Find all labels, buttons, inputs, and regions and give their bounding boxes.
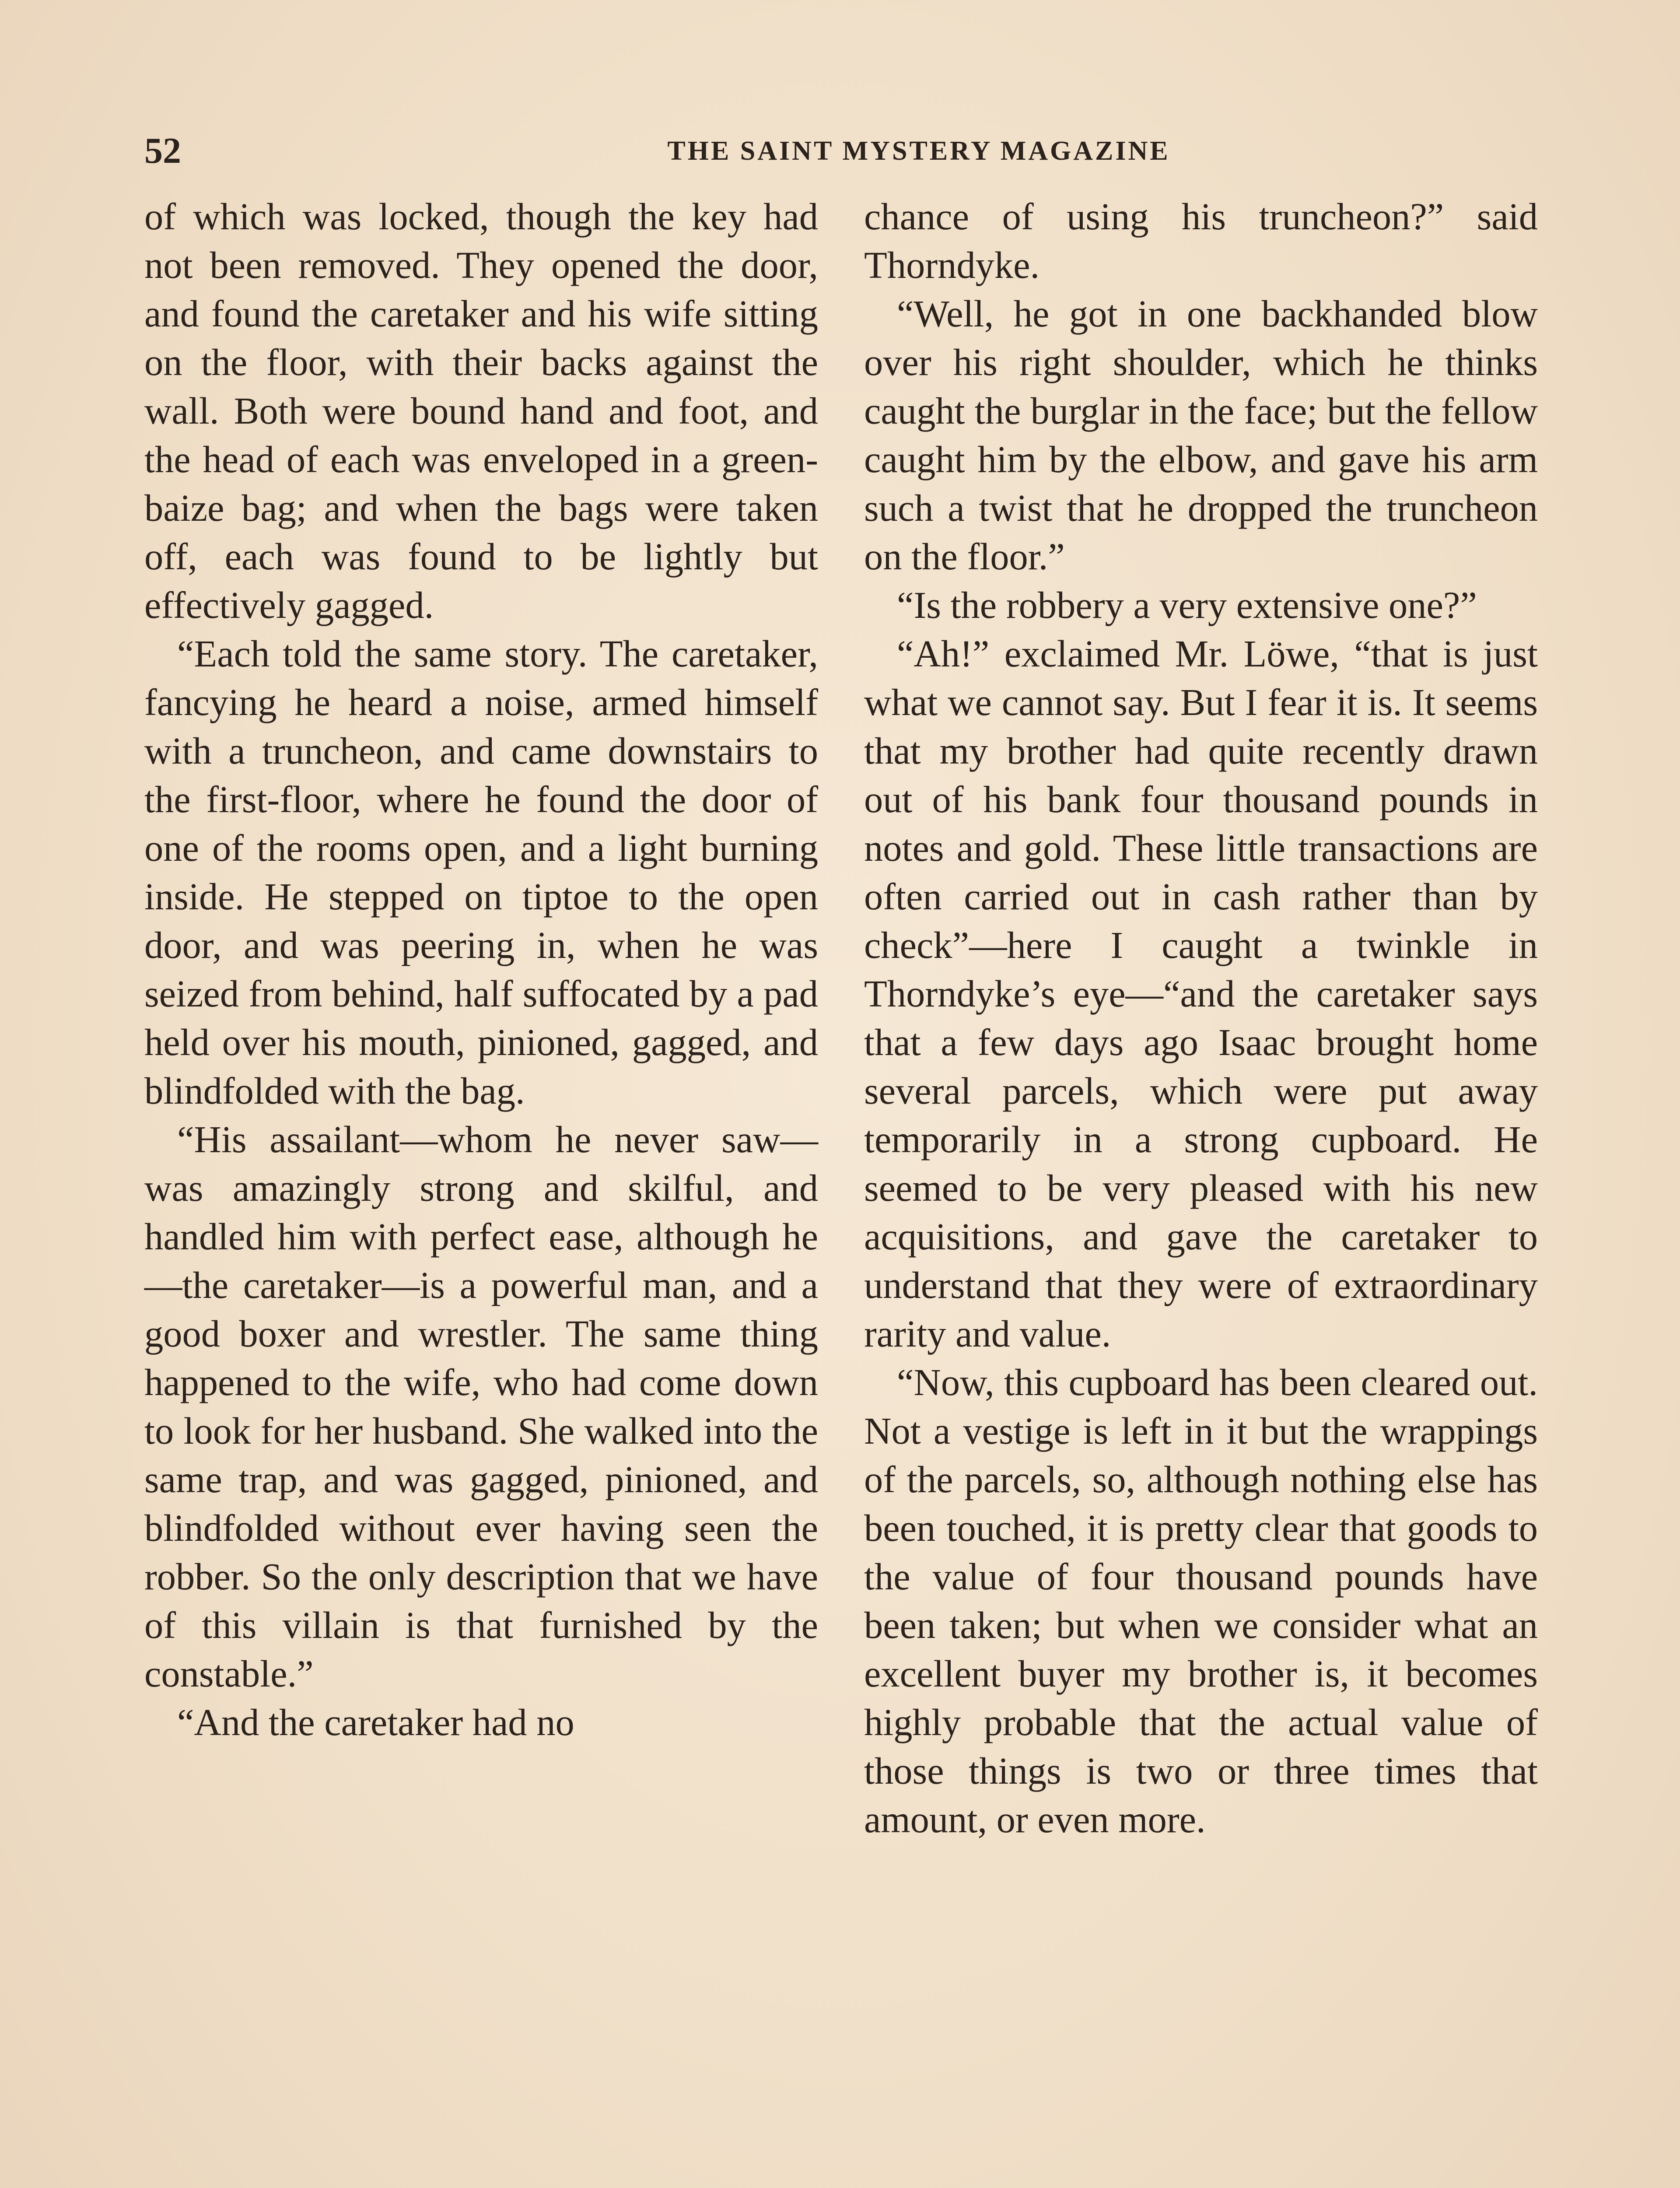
paragraph: “Now, this cupboard has been cleared out. Not a vestige is left in it but the wrappings of the parcels, so, although nothing else has been touched, it is pretty clear that goods to the value of four thousand pounds have been taken; but when we consider what an excellent buyer my brother is, it becomes highly probable that the actual value of those things is two or three times that amount, or even more. [864,1361,1538,1841]
page-number: 52 [144,130,181,171]
paragraph: “His assailant—whom he never saw—was amazingly strong and skilful, and handled him with perfect ease, although he—the caretaker—is a powerful man, and a good boxer and wrestler. The same thing happened to the wife, who had come down to look for her husband. She walked into the same trap, and was gagged, pinioned, and blindfolded without ever having seen the robber. So the only description that we have of this villain is that furnished by the constable.” [144,1119,818,1695]
paragraph: chance of using his truncheon?” said Thorndyke. [864,196,1538,286]
paragraph: “And the caretaker had no [177,1701,574,1743]
right-column [864,193,1538,1844]
paragraph: “Ah!” exclaimed Mr. Löwe, “that is just what we cannot say. But I fear it is. It seems that my brother had quite recently drawn out of his bank four thousand pounds in notes and gold. These little transactions are often carried out in cash rather than by check”—here I caught a twinkle in Thorndyke’s eye—“and the caretaker says that a few days ago Isaac brought home several parcels, which were put away temporarily in a strong cupboard. He seemed to be very pleased with his new acquisitions, and gave the caretaker to understand that they were of extraordinary rarity and value. [864,633,1538,1355]
page-header [144,125,1549,177]
paragraph: “Each told the same story. The caretaker, fancying he heard a noise, armed himself with a truncheon, and came downstairs to the first-floor, where he found the door of one of the rooms open, and a light burning inside. He stepped on tiptoe to the open door, and was peering in, when he was seized from behind, half suffocated by a pad held over his mouth, pinioned, gagged, and blindfolded with the bag. [144,633,818,1112]
paragraph: “Well, he got in one backhanded blow over his right shoulder, which he thinks caught the burglar in the face; but the fellow caught him by the elbow, and gave his arm such a twist that he dropped the truncheon on the floor.” [864,293,1538,578]
left-column [144,193,818,1747]
paragraph: “Is the robbery a very extensive one?” [897,584,1477,626]
running-title: THE SAINT MYSTERY MAGAZINE [667,136,1170,166]
paragraph: of which was locked, though the key had not been removed. They opened the door, and found the caretaker and his wife sitting on the floor, with their backs against the wall. Both were bound hand and foot, and the head of each was enveloped in a green-baize bag; and when the bags were taken off, each was found to be lightly but effectively gagged. [144,196,818,626]
